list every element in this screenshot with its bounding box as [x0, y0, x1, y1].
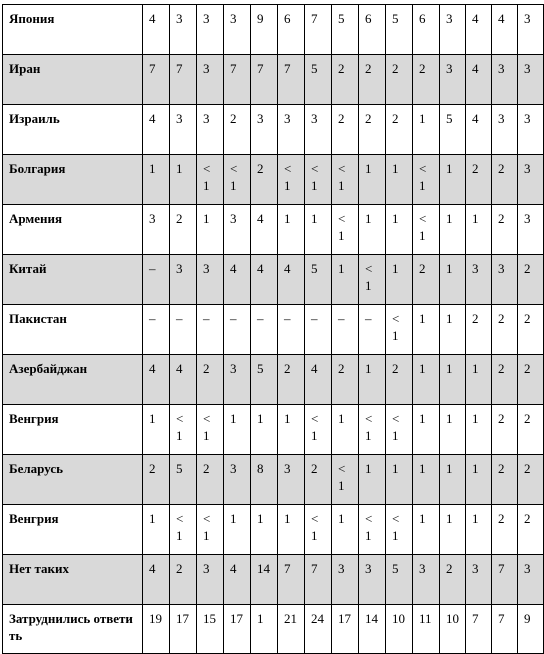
value-cell: 1 [170, 155, 197, 205]
value-cell: 1 [466, 505, 492, 555]
value-cell: < 1 [332, 155, 359, 205]
value-cell: 2 [170, 205, 197, 255]
value-cell: 2 [386, 355, 413, 405]
value-cell: 7 [466, 605, 492, 654]
value-cell: 5 [386, 555, 413, 605]
value-cell: 3 [305, 105, 332, 155]
value-cell: 2 [518, 355, 544, 405]
value-cell: 7 [492, 605, 518, 654]
value-cell: 1 [440, 155, 466, 205]
value-cell: 1 [413, 355, 440, 405]
value-cell: 3 [170, 5, 197, 55]
value-cell: 3 [492, 255, 518, 305]
value-cell: 3 [413, 555, 440, 605]
table-row [3, 155, 544, 205]
value-cell: 4 [251, 205, 278, 255]
value-cell: 3 [197, 255, 224, 305]
value-cell: 1 [359, 355, 386, 405]
value-cell: 1 [440, 305, 466, 355]
value-cell: 1 [440, 355, 466, 405]
table-row [3, 505, 544, 555]
value-cell: 2 [492, 305, 518, 355]
value-cell: < 1 [278, 155, 305, 205]
value-cell: < 1 [305, 155, 332, 205]
value-cell: 1 [224, 405, 251, 455]
value-cell: 1 [440, 205, 466, 255]
value-cell: 1 [466, 455, 492, 505]
value-cell: 3 [518, 105, 544, 155]
value-cell: < 1 [170, 405, 197, 455]
value-cell: < 1 [386, 505, 413, 555]
value-cell: 17 [224, 605, 251, 654]
value-cell: 2 [492, 505, 518, 555]
value-cell: 2 [518, 305, 544, 355]
value-cell: 4 [224, 255, 251, 305]
value-cell: 3 [197, 5, 224, 55]
value-cell: 14 [359, 605, 386, 654]
value-cell: 1 [413, 505, 440, 555]
value-cell: 2 [492, 405, 518, 455]
value-cell: 2 [492, 455, 518, 505]
value-cell: 3 [518, 155, 544, 205]
value-cell: 21 [278, 605, 305, 654]
value-cell: 3 [332, 555, 359, 605]
value-cell: 2 [278, 355, 305, 405]
value-cell: – [359, 305, 386, 355]
value-cell: 3 [278, 105, 305, 155]
table-row [3, 255, 544, 305]
value-cell: 2 [466, 155, 492, 205]
table-row [3, 205, 544, 255]
value-cell: 1 [386, 155, 413, 205]
value-cell: – [143, 305, 170, 355]
value-cell: 3 [143, 205, 170, 255]
value-cell: 4 [466, 105, 492, 155]
value-cell: 7 [278, 555, 305, 605]
value-cell: < 1 [197, 505, 224, 555]
value-cell: 11 [413, 605, 440, 654]
value-cell: 24 [305, 605, 332, 654]
value-cell: 2 [359, 105, 386, 155]
value-cell: 1 [224, 505, 251, 555]
value-cell: 3 [359, 555, 386, 605]
value-cell: 9 [518, 605, 544, 654]
value-cell: 7 [143, 55, 170, 105]
value-cell: 4 [278, 255, 305, 305]
value-cell: 1 [440, 455, 466, 505]
country-cell: Болгария [3, 155, 143, 205]
value-cell: 15 [197, 605, 224, 654]
value-cell: 1 [278, 205, 305, 255]
value-cell: 3 [492, 105, 518, 155]
value-cell: 1 [251, 605, 278, 654]
value-cell: 3 [170, 255, 197, 305]
value-cell: 7 [251, 55, 278, 105]
value-cell: < 1 [170, 505, 197, 555]
table-row [3, 305, 544, 355]
value-cell: 1 [359, 455, 386, 505]
value-cell: 6 [359, 5, 386, 55]
value-cell: 17 [170, 605, 197, 654]
value-cell: < 1 [413, 155, 440, 205]
country-cell: Нет таких [3, 555, 143, 605]
value-cell: 4 [143, 355, 170, 405]
value-cell: 1 [440, 505, 466, 555]
table-row [3, 105, 544, 155]
value-cell: < 1 [359, 405, 386, 455]
value-cell: 3 [197, 55, 224, 105]
country-cell: Армения [3, 205, 143, 255]
value-cell: 1 [278, 505, 305, 555]
table-row [3, 55, 544, 105]
value-cell: 5 [440, 105, 466, 155]
value-cell: < 1 [359, 255, 386, 305]
country-cell: Затруднились ответить [3, 605, 143, 654]
value-cell: 7 [492, 555, 518, 605]
value-cell: 2 [492, 355, 518, 405]
value-cell: 19 [143, 605, 170, 654]
value-cell: 3 [518, 55, 544, 105]
value-cell: 1 [143, 155, 170, 205]
value-cell: 1 [466, 355, 492, 405]
value-cell: 2 [197, 455, 224, 505]
value-cell: 7 [170, 55, 197, 105]
value-cell: 2 [518, 505, 544, 555]
value-cell: 2 [359, 55, 386, 105]
value-cell: < 1 [305, 505, 332, 555]
value-cell: 2 [492, 205, 518, 255]
value-cell: 3 [251, 105, 278, 155]
value-cell: 1 [413, 105, 440, 155]
value-cell: – [251, 305, 278, 355]
value-cell: 1 [386, 205, 413, 255]
value-cell: 5 [305, 255, 332, 305]
country-cell: Пакистан [3, 305, 143, 355]
value-cell: 3 [278, 455, 305, 505]
value-cell: < 1 [305, 405, 332, 455]
value-cell: 1 [359, 155, 386, 205]
country-cell: Израиль [3, 105, 143, 155]
country-cell: Венгрия [3, 405, 143, 455]
value-cell: 2 [251, 155, 278, 205]
value-cell: 1 [440, 405, 466, 455]
value-cell: 1 [466, 205, 492, 255]
value-cell: 2 [386, 55, 413, 105]
value-cell: 7 [278, 55, 305, 105]
value-cell: 7 [224, 55, 251, 105]
value-cell: < 1 [197, 405, 224, 455]
value-cell: 5 [251, 355, 278, 405]
value-cell: 2 [413, 55, 440, 105]
value-cell: 6 [278, 5, 305, 55]
value-cell: 2 [305, 455, 332, 505]
value-cell: 8 [251, 455, 278, 505]
value-cell: 17 [332, 605, 359, 654]
value-cell: – [278, 305, 305, 355]
value-cell: 2 [440, 555, 466, 605]
value-cell: 10 [386, 605, 413, 654]
value-cell: 4 [466, 5, 492, 55]
value-cell: 1 [305, 205, 332, 255]
value-cell: 1 [466, 405, 492, 455]
data-table [2, 4, 544, 654]
value-cell: 3 [224, 5, 251, 55]
value-cell: < 1 [386, 405, 413, 455]
value-cell: 2 [170, 555, 197, 605]
value-cell: – [224, 305, 251, 355]
value-cell: 2 [224, 105, 251, 155]
value-cell: 2 [197, 355, 224, 405]
country-cell: Азербайджан [3, 355, 143, 405]
value-cell: 3 [224, 455, 251, 505]
value-cell: – [197, 305, 224, 355]
value-cell: 1 [440, 255, 466, 305]
value-cell: 3 [197, 105, 224, 155]
value-cell: 6 [413, 5, 440, 55]
country-cell: Китай [3, 255, 143, 305]
value-cell: < 1 [332, 205, 359, 255]
country-cell: Япония [3, 5, 143, 55]
value-cell: 1 [251, 505, 278, 555]
value-cell: 1 [143, 505, 170, 555]
country-cell: Беларусь [3, 455, 143, 505]
value-cell: 3 [466, 555, 492, 605]
table-row [3, 455, 544, 505]
value-cell: 2 [143, 455, 170, 505]
table-row [3, 555, 544, 605]
value-cell: 1 [251, 405, 278, 455]
value-cell: 1 [413, 455, 440, 505]
value-cell: 7 [305, 555, 332, 605]
table-row [3, 405, 544, 455]
value-cell: 4 [143, 555, 170, 605]
value-cell: 1 [332, 255, 359, 305]
value-cell: 7 [305, 5, 332, 55]
value-cell: < 1 [224, 155, 251, 205]
value-cell: – [332, 305, 359, 355]
value-cell: < 1 [332, 455, 359, 505]
value-cell: 3 [170, 105, 197, 155]
value-cell: 1 [386, 455, 413, 505]
value-cell: 4 [466, 55, 492, 105]
value-cell: 3 [224, 205, 251, 255]
table-row [3, 5, 544, 55]
value-cell: < 1 [359, 505, 386, 555]
value-cell: 1 [386, 255, 413, 305]
table-body [3, 5, 544, 654]
value-cell: 1 [278, 405, 305, 455]
value-cell: 3 [224, 355, 251, 405]
value-cell: 2 [518, 255, 544, 305]
value-cell: 1 [143, 405, 170, 455]
value-cell: 4 [170, 355, 197, 405]
value-cell: 2 [386, 105, 413, 155]
value-cell: 3 [197, 555, 224, 605]
value-cell: 1 [332, 505, 359, 555]
value-cell: 2 [492, 155, 518, 205]
value-cell: 3 [518, 205, 544, 255]
value-cell: 1 [359, 205, 386, 255]
value-cell: 5 [332, 5, 359, 55]
value-cell: 4 [492, 5, 518, 55]
table-row [3, 605, 544, 654]
value-cell: – [170, 305, 197, 355]
value-cell: 2 [413, 255, 440, 305]
value-cell: 1 [413, 405, 440, 455]
value-cell: 4 [224, 555, 251, 605]
value-cell: 1 [413, 305, 440, 355]
value-cell: 2 [332, 55, 359, 105]
value-cell: 10 [440, 605, 466, 654]
value-cell: 3 [518, 555, 544, 605]
value-cell: 2 [332, 355, 359, 405]
value-cell: 4 [251, 255, 278, 305]
value-cell: 4 [143, 5, 170, 55]
country-cell: Венгрия [3, 505, 143, 555]
value-cell: – [143, 255, 170, 305]
value-cell: < 1 [413, 205, 440, 255]
table-row [3, 355, 544, 405]
value-cell: 5 [170, 455, 197, 505]
value-cell: 3 [440, 55, 466, 105]
value-cell: 5 [305, 55, 332, 105]
value-cell: 14 [251, 555, 278, 605]
value-cell: < 1 [386, 305, 413, 355]
value-cell: 4 [305, 355, 332, 405]
value-cell: – [305, 305, 332, 355]
value-cell: 2 [466, 305, 492, 355]
value-cell: 4 [143, 105, 170, 155]
country-cell: Иран [3, 55, 143, 105]
value-cell: 9 [251, 5, 278, 55]
value-cell: 3 [466, 255, 492, 305]
value-cell: 2 [332, 105, 359, 155]
value-cell: 2 [518, 455, 544, 505]
value-cell: 1 [332, 405, 359, 455]
value-cell: 3 [440, 5, 466, 55]
value-cell: < 1 [197, 155, 224, 205]
value-cell: 3 [492, 55, 518, 105]
value-cell: 2 [518, 405, 544, 455]
value-cell: 3 [518, 5, 544, 55]
value-cell: 1 [197, 205, 224, 255]
value-cell: 5 [386, 5, 413, 55]
